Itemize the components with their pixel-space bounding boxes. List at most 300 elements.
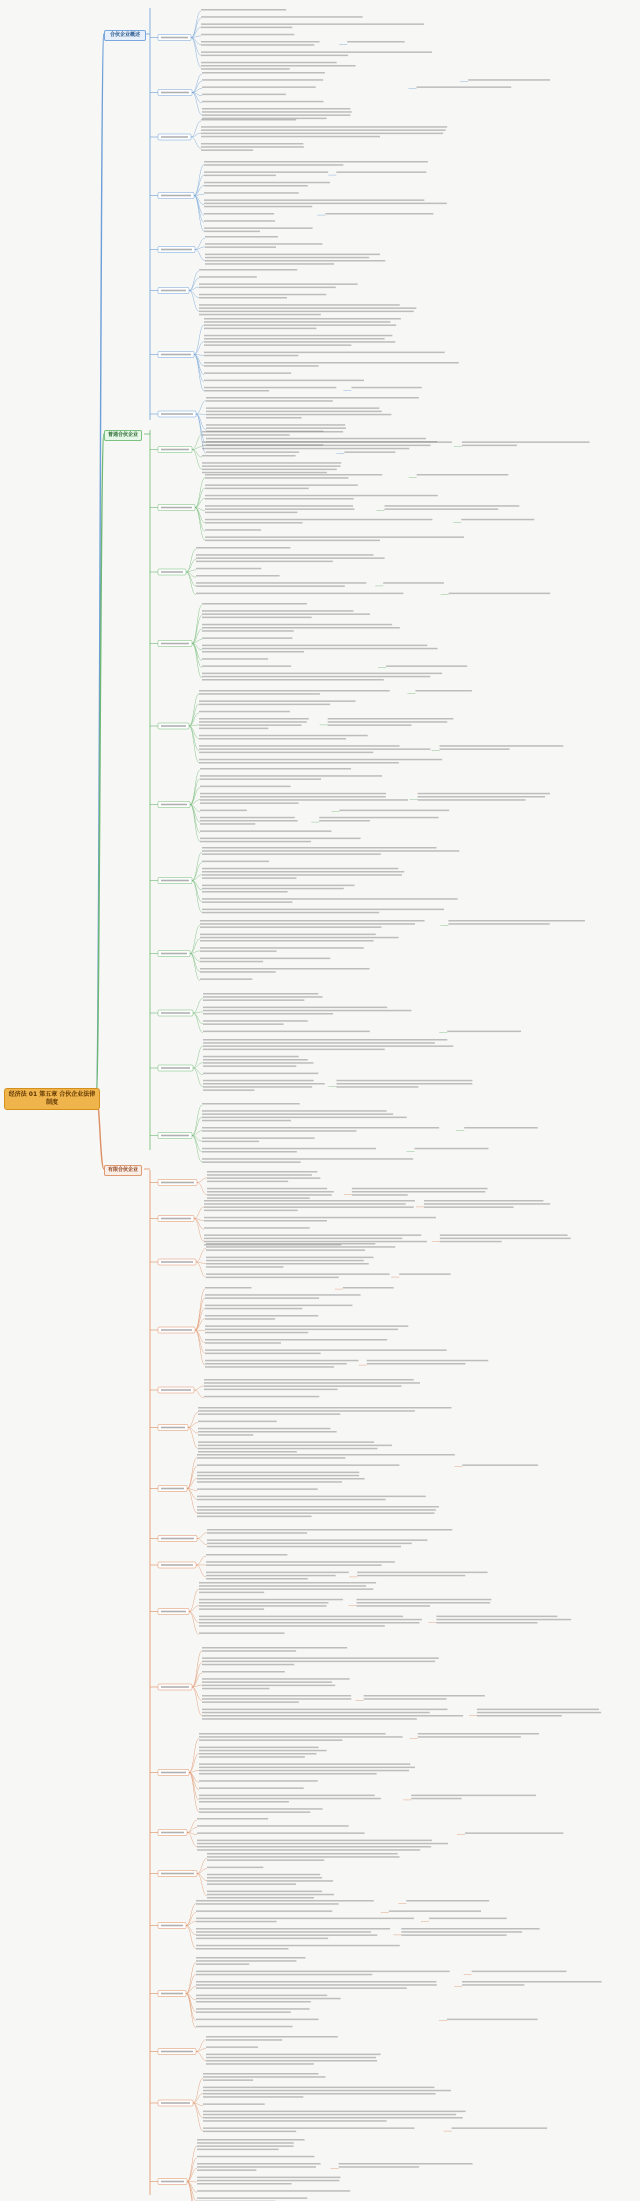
- text-block-line: [199, 1608, 264, 1610]
- text-block-line: [199, 1592, 264, 1594]
- text-block-line: [357, 1599, 492, 1601]
- text-block-line: [202, 1681, 332, 1683]
- text-block-line: [197, 2163, 321, 2165]
- leaf-connector: [194, 1219, 204, 1230]
- text-block-line: [416, 86, 511, 88]
- text-block-line: [199, 724, 302, 726]
- text-block-line: [204, 335, 392, 337]
- text-block-line: [436, 1616, 557, 1618]
- text-block-line: [336, 1080, 472, 1082]
- text-block-line: [200, 940, 374, 942]
- text-block-line: [202, 850, 459, 852]
- text-block-line: [202, 1127, 439, 1129]
- text-block-line: [200, 786, 291, 788]
- text-block-line: [199, 276, 257, 278]
- text-block-line: [200, 926, 381, 928]
- leaf-connector: [193, 998, 203, 1013]
- text-block-line: [207, 1853, 398, 1855]
- text-block-line: [199, 745, 400, 747]
- leaf-connector: [187, 1489, 197, 1500]
- text-block-line: [196, 593, 403, 595]
- text-block-line: [205, 512, 297, 513]
- text-block-line: [201, 23, 424, 25]
- branch-label: 合伙企业概述: [109, 32, 140, 38]
- text-block-line: [196, 2001, 311, 2003]
- text-block-line: [202, 101, 323, 103]
- leaf-connector: [192, 1687, 202, 1700]
- text-block-line: [196, 1963, 249, 1965]
- text-block-line: [201, 62, 337, 64]
- sub-node-text: [161, 290, 186, 292]
- text-block-line: [199, 1616, 403, 1618]
- text-block-line: [202, 1695, 351, 1697]
- text-block-line: [199, 311, 414, 313]
- leaf-connector: [189, 1738, 199, 1772]
- text-block-line: [203, 1020, 308, 1022]
- text-block-line: [204, 203, 447, 205]
- text-block-line: [477, 1712, 601, 1714]
- text-block-line: [202, 1661, 435, 1663]
- text-block-line: [202, 1698, 351, 1700]
- leaf-connector: [192, 435, 202, 450]
- text-block-line: [207, 1897, 314, 1899]
- text-block-line: [200, 934, 376, 936]
- text-block-line: [389, 1910, 481, 1912]
- text-block-line: [206, 397, 419, 399]
- text-block-line: [199, 1780, 318, 1782]
- branch-node-overview[interactable]: [104, 30, 146, 41]
- text-block-line: [203, 1007, 387, 1009]
- text-block-line: [202, 1110, 387, 1112]
- text-block-line: [197, 1506, 439, 1508]
- text-block-line: [204, 324, 396, 326]
- sub-node-text: [161, 804, 187, 806]
- text-block-line: [207, 1883, 296, 1885]
- leaf-connector: [187, 1467, 197, 1489]
- text-block-line: [207, 1197, 310, 1199]
- text-block-line: [197, 2190, 350, 2192]
- text-block-line: [462, 1981, 602, 1983]
- text-block-line: [203, 2090, 451, 2092]
- text-block-line: [367, 1360, 488, 1362]
- leaf-connector: [196, 1556, 206, 1565]
- leaf-connector: [193, 2078, 203, 2103]
- text-block-line: [205, 246, 276, 248]
- text-block-line: [205, 1339, 387, 1341]
- leaf-connector: [192, 93, 202, 115]
- branch-node-limited-partnership[interactable]: [104, 1165, 142, 1176]
- text-block-line: [201, 41, 320, 43]
- text-block-line: [447, 2019, 538, 2021]
- text-block-line: [202, 1130, 356, 1132]
- text-block-line: [440, 745, 564, 747]
- text-block-line: [364, 1698, 447, 1700]
- text-block-line: [199, 711, 290, 713]
- text-block-line: [325, 213, 433, 215]
- leaf-connector: [194, 196, 204, 223]
- text-block-line: [203, 1010, 411, 1012]
- text-block-line: [418, 1733, 539, 1735]
- text-block-line: [202, 673, 442, 675]
- text-block-line: [384, 505, 519, 507]
- text-block-line: [199, 1750, 327, 1752]
- sub-node-text: [161, 1218, 191, 1220]
- sub-node-text: [161, 880, 189, 882]
- text-block-line: [202, 465, 340, 467]
- text-block-line: [202, 871, 404, 873]
- text-block-line: [202, 645, 427, 647]
- leaf-connector: [196, 414, 206, 454]
- text-block-line: [206, 414, 391, 416]
- text-block-line: [196, 2026, 293, 2028]
- leaf-connector: [190, 779, 200, 805]
- text-block-line: [199, 735, 368, 737]
- text-block-line: [199, 1625, 385, 1627]
- text-block-line: [401, 1934, 506, 1936]
- text-block-line: [197, 1840, 432, 1842]
- text-block-line: [204, 341, 395, 343]
- sub-node-text: [161, 725, 186, 727]
- text-block-line: [200, 823, 255, 825]
- sub-node-text: [161, 1329, 192, 1331]
- leaf-connector: [192, 644, 202, 661]
- text-block-line: [207, 1191, 334, 1193]
- text-block-line: [436, 1619, 571, 1621]
- text-block-line: [197, 2169, 256, 2171]
- leaf-connector: [186, 1962, 196, 1993]
- text-block-line: [205, 1325, 408, 1327]
- text-block-line: [196, 1984, 437, 1986]
- leaf-connector: [186, 1904, 196, 1926]
- text-block-line: [199, 1795, 375, 1797]
- text-block-line: [204, 1203, 406, 1205]
- text-block-line: [205, 1287, 251, 1289]
- text-block-line: [198, 1410, 415, 1412]
- text-block-line: [204, 175, 276, 177]
- text-block-line: [202, 847, 437, 849]
- text-block-line: [199, 1756, 305, 1758]
- text-block-line: [202, 603, 307, 605]
- leaf-connector: [187, 2146, 197, 2182]
- text-block-line: [352, 1191, 486, 1193]
- text-block-line: [203, 1039, 447, 1041]
- text-block-line: [202, 1657, 439, 1659]
- sub-node-text: [161, 1686, 189, 1688]
- leaf-connector: [186, 572, 196, 595]
- text-block-line: [202, 108, 350, 110]
- text-block-line: [199, 1733, 386, 1735]
- text-block-line: [196, 2011, 291, 2013]
- text-block-line: [199, 304, 400, 306]
- text-block-line: [204, 182, 330, 184]
- text-block-line: [196, 1945, 400, 1947]
- text-block-line: [352, 1194, 408, 1196]
- leaf-connector: [186, 1994, 196, 2012]
- text-block-line: [206, 1260, 364, 1262]
- text-block-line: [204, 328, 316, 330]
- text-block-line: [197, 2142, 294, 2144]
- sub-node-text: [161, 1772, 186, 1774]
- leaf-connector: [191, 18, 201, 37]
- text-block-line: [196, 1987, 407, 1989]
- text-block-line: [196, 557, 385, 559]
- text-block-line: [205, 1297, 319, 1299]
- text-block-line: [204, 1379, 414, 1381]
- text-block-line: [202, 901, 292, 903]
- text-block-line: [204, 1206, 414, 1208]
- text-block-line: [202, 679, 384, 681]
- text-block-line: [461, 519, 534, 521]
- text-block-line: [477, 1709, 599, 1711]
- text-block-line: [344, 451, 395, 453]
- text-block-line: [205, 243, 322, 245]
- text-block-line: [200, 768, 351, 770]
- text-block-line: [203, 1023, 284, 1025]
- text-block-line: [199, 1632, 285, 1634]
- sub-node-text: [161, 1488, 184, 1490]
- text-block-line: [199, 718, 309, 720]
- leaf-connector: [193, 2103, 203, 2118]
- text-block-line: [205, 529, 261, 531]
- text-block-line: [205, 260, 385, 262]
- text-block-line: [207, 1543, 412, 1545]
- text-block-line: [199, 269, 297, 271]
- text-block-line: [206, 1561, 395, 1563]
- text-block-line: [202, 1161, 301, 1163]
- text-block-line: [364, 1695, 485, 1697]
- text-block-line: [202, 1148, 376, 1150]
- text-block-line: [202, 648, 438, 650]
- text-block-line: [202, 1678, 350, 1680]
- text-block-line: [199, 283, 358, 285]
- text-block-line: [206, 1277, 339, 1279]
- text-block-line: [202, 1117, 407, 1119]
- leaf-connector: [187, 1833, 197, 1835]
- text-block-line: [207, 1181, 288, 1183]
- text-block-line: [200, 841, 311, 843]
- text-block-line: [202, 434, 290, 436]
- text-block-line: [202, 888, 344, 890]
- leaf-connector: [192, 605, 202, 643]
- text-block-line: [462, 1464, 538, 1466]
- leaf-connector: [189, 694, 199, 726]
- text-block-line: [199, 1773, 377, 1775]
- text-block-line: [206, 2054, 381, 2056]
- text-block-line: [202, 431, 343, 433]
- text-block-line: [199, 704, 330, 706]
- text-block-line: [203, 2076, 325, 2078]
- text-block-line: [424, 1203, 550, 1205]
- text-block-line: [198, 1434, 253, 1436]
- sub-node-text: [161, 1832, 184, 1834]
- text-block-line: [201, 136, 380, 138]
- text-block-line: [401, 1931, 522, 1933]
- leaf-connector: [189, 1612, 199, 1635]
- text-block-line: [199, 1808, 323, 1810]
- text-block-line: [205, 498, 354, 500]
- text-block-line: [197, 1457, 345, 1459]
- text-block-line: [203, 993, 318, 995]
- text-block-line: [203, 1062, 313, 1064]
- text-block-line: [200, 802, 299, 804]
- leaf-connector: [186, 1926, 196, 1935]
- text-block-line: [202, 909, 444, 911]
- text-block-line: [207, 1546, 401, 1548]
- text-block-line: [202, 1685, 335, 1687]
- leaf-connector: [195, 250, 205, 261]
- text-block-line: [464, 1127, 538, 1129]
- text-block-line: [202, 1141, 259, 1143]
- text-block-line: [202, 1120, 291, 1122]
- text-block-line: [201, 126, 447, 128]
- text-block-line: [204, 365, 319, 367]
- branch-node-general-partnership[interactable]: [104, 430, 142, 441]
- text-block-line: [197, 1478, 365, 1480]
- text-block-line: [196, 568, 261, 570]
- text-block-line: [199, 287, 336, 289]
- leaf-connector: [195, 508, 205, 532]
- text-block-line: [199, 1588, 373, 1590]
- text-block-line: [328, 721, 448, 723]
- text-block-line: [204, 380, 364, 382]
- text-block-line: [201, 133, 443, 135]
- text-block-line: [206, 427, 346, 429]
- text-block-line: [197, 2180, 339, 2182]
- text-block-line: [411, 1795, 536, 1797]
- text-block-line: [200, 810, 247, 812]
- text-block-line: [205, 1366, 334, 1368]
- text-block-line: [205, 540, 380, 542]
- text-block-line: [199, 1767, 415, 1769]
- sub-node-text: [161, 249, 192, 251]
- text-block-line: [203, 1031, 370, 1033]
- text-block-line: [204, 1389, 338, 1391]
- text-block-line: [205, 1332, 308, 1334]
- text-block-line: [203, 1089, 254, 1091]
- text-block-line: [465, 1832, 563, 1834]
- text-block-line: [206, 2060, 377, 2062]
- text-block-line: [203, 1042, 435, 1044]
- text-block-line: [202, 472, 327, 474]
- leaf-connector: [196, 1262, 206, 1277]
- leaf-connector: [194, 196, 204, 232]
- text-block-line: [204, 1234, 421, 1236]
- text-block-line: [197, 2166, 316, 2168]
- text-block-line: [203, 2079, 253, 2081]
- text-block-line: [204, 206, 312, 208]
- leaf-connector: [192, 450, 202, 470]
- sub-node-text: [161, 2102, 190, 2104]
- text-block-line: [197, 1825, 349, 1827]
- leaf-connector: [196, 2040, 206, 2052]
- text-block-line: [415, 1148, 489, 1150]
- leaf-connector: [189, 1773, 199, 1800]
- text-block-line: [196, 554, 373, 556]
- text-block-line: [204, 387, 336, 389]
- text-block-line: [201, 146, 304, 148]
- text-block-line: [203, 1056, 299, 1058]
- sub-node-text: [161, 1611, 186, 1613]
- text-block-line: [448, 923, 549, 925]
- text-block-line: [196, 1938, 328, 1940]
- root-title: 经济法 01 第五章 合伙企业法律制度: [8, 1091, 96, 1106]
- text-block-line: [202, 1137, 315, 1139]
- text-block-line: [202, 868, 398, 870]
- text-block-line: [203, 1049, 385, 1051]
- leaf-connector: [195, 1330, 205, 1365]
- leaf-connector: [193, 1013, 203, 1033]
- sub-node-text: [161, 1925, 183, 1927]
- text-block-line: [440, 1238, 571, 1240]
- root-node[interactable]: [4, 1088, 100, 1110]
- leaf-connector: [189, 726, 199, 763]
- text-block-line: [203, 1065, 296, 1067]
- text-block-line: [204, 318, 401, 320]
- text-block-line: [200, 799, 408, 801]
- text-block-line: [204, 1238, 402, 1240]
- text-block-line: [202, 1151, 297, 1153]
- text-block-line: [205, 522, 303, 524]
- text-block-line: [352, 1188, 488, 1190]
- text-block-line: [206, 438, 426, 440]
- text-block-line: [206, 424, 345, 426]
- text-block-line: [452, 2127, 548, 2129]
- leaf-connector: [192, 74, 202, 92]
- text-block-line: [202, 885, 355, 887]
- leaf-connector: [189, 1612, 199, 1623]
- text-block-line: [202, 676, 430, 678]
- leaf-connector: [194, 175, 204, 195]
- text-block-line: [207, 1880, 333, 1882]
- text-block-line: [203, 2127, 415, 2129]
- text-block-line: [202, 877, 296, 879]
- sub-node-text: [161, 507, 192, 509]
- text-block-line: [203, 1083, 325, 1085]
- text-block-line: [204, 227, 313, 229]
- text-block-line: [367, 1363, 466, 1365]
- leaf-connector: [195, 508, 205, 541]
- leaf-connector: [194, 1207, 204, 1219]
- leaf-connector: [188, 1428, 198, 1449]
- text-block-line: [207, 1194, 332, 1196]
- sub-node-text: [161, 92, 189, 94]
- leaf-connector: [196, 2052, 206, 2061]
- text-block-line: [206, 451, 299, 453]
- leaf-connector: [195, 1298, 205, 1330]
- sub-node-text: [161, 1564, 193, 1566]
- text-block-line: [202, 72, 325, 74]
- text-block-line: [197, 1818, 268, 1820]
- text-block-line: [199, 1736, 403, 1738]
- text-block-line: [196, 1995, 327, 1997]
- text-block-line: [200, 796, 386, 798]
- text-block-line: [202, 1647, 347, 1649]
- root-connector: [96, 34, 104, 1096]
- text-block-line: [202, 853, 381, 855]
- text-block-line: [200, 947, 364, 949]
- text-block-line: [205, 263, 334, 265]
- text-block-line: [202, 630, 294, 632]
- text-block-line: [207, 1894, 334, 1896]
- leaf-connector: [192, 644, 202, 678]
- text-block-line: [204, 338, 385, 340]
- text-block-line: [199, 738, 346, 740]
- text-block-line: [207, 1174, 312, 1176]
- sub-node-text: [161, 1427, 185, 1429]
- text-block-line: [336, 1086, 418, 1088]
- text-block-line: [196, 1934, 377, 1936]
- leaf-connector: [195, 488, 205, 507]
